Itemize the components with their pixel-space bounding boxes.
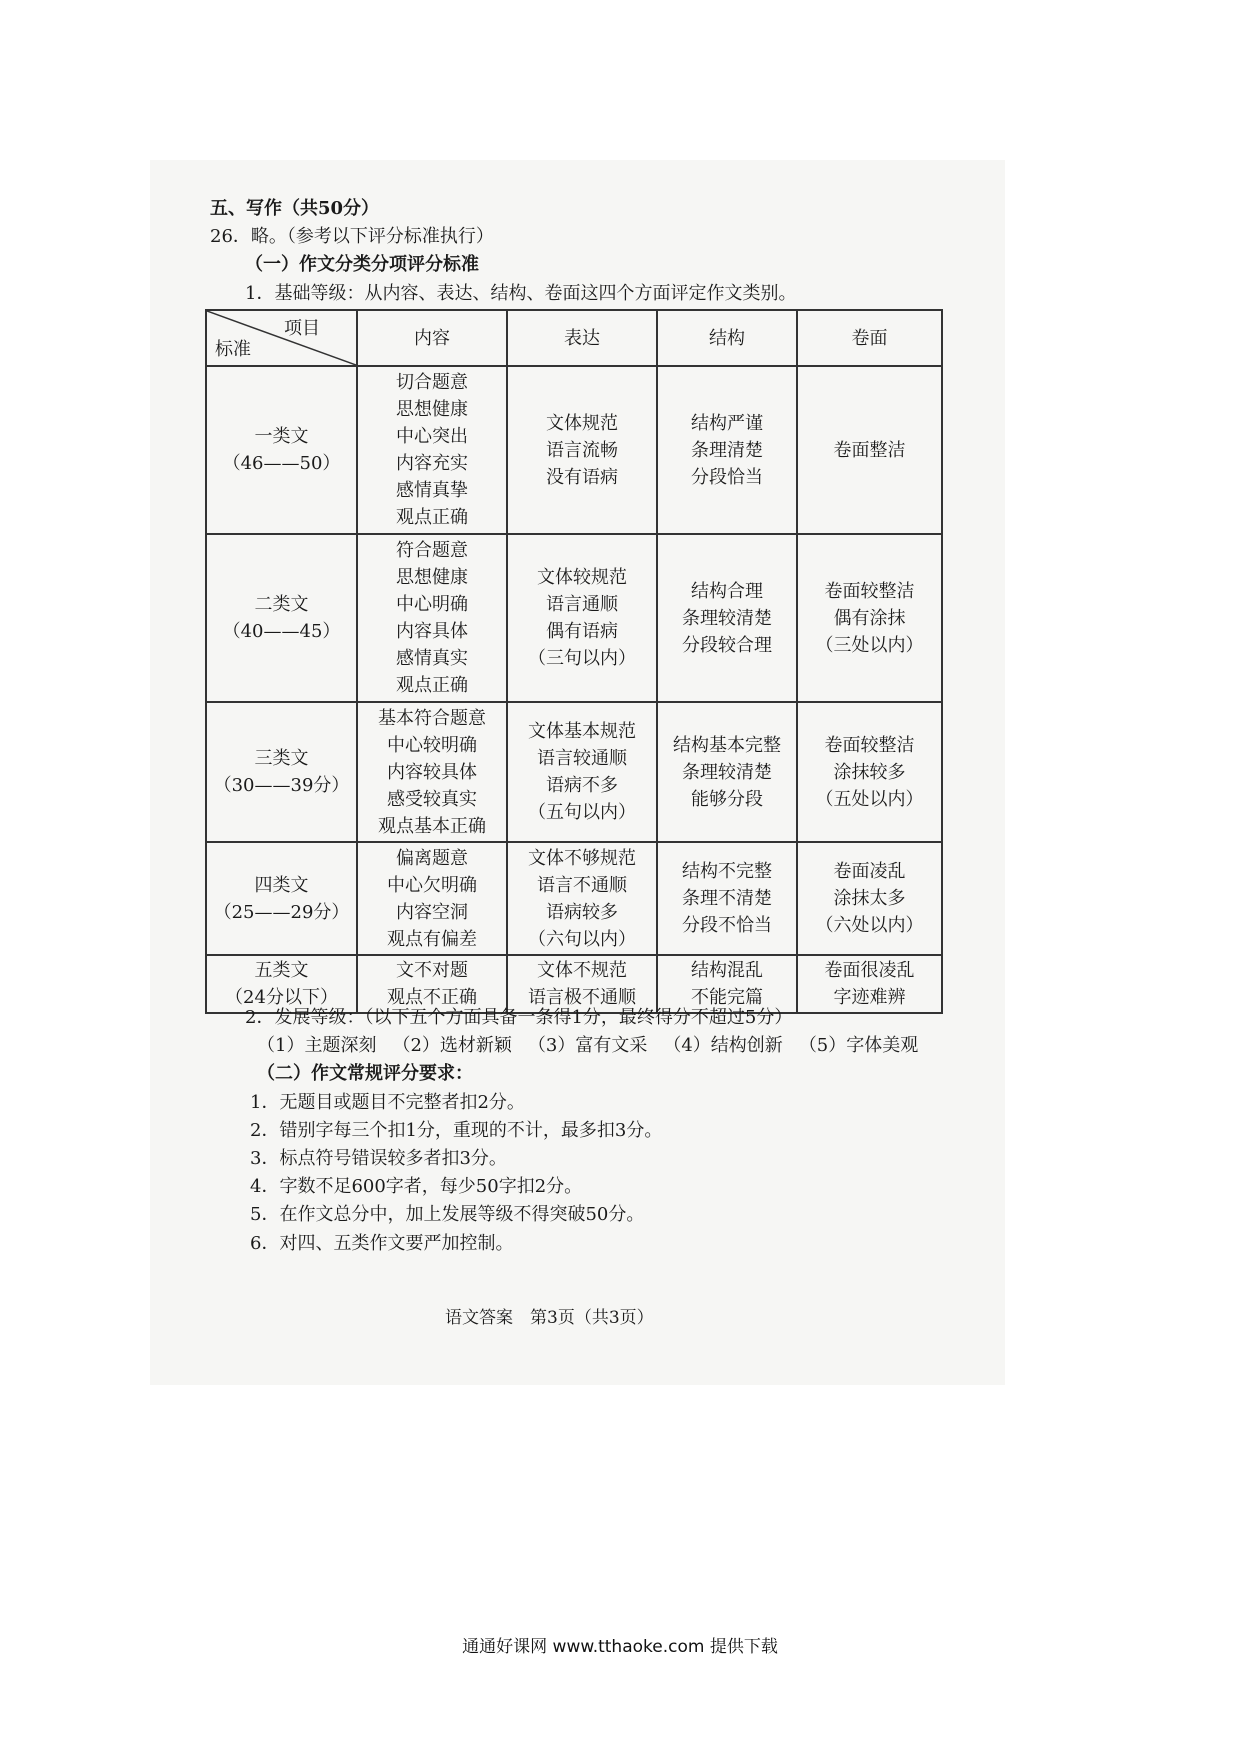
content-line: 内容较具体 — [387, 761, 477, 783]
expression-cell — [507, 366, 657, 534]
category-cell — [206, 842, 357, 955]
content-cell — [357, 702, 507, 842]
header-corner-top: 项目 — [284, 318, 320, 339]
content-line: 偏离题意 — [396, 847, 468, 869]
table-row — [206, 534, 942, 702]
dev-item: （4）结构创新 — [663, 1035, 783, 1056]
basic-grade-intro: 1．基础等级：从内容、表达、结构、卷面这四个方面评定作文类别。 — [245, 283, 797, 304]
table-body — [206, 366, 942, 1013]
download-footer: 通通好课网 www.tthaoke.com 提供下载 — [462, 1637, 778, 1657]
expression-line: 语病较多 — [546, 901, 618, 923]
table-row — [206, 955, 942, 1013]
expression-line: 语言较通顺 — [537, 748, 627, 769]
structure-cell — [657, 702, 797, 842]
structure-line: 结构严谨 — [691, 412, 763, 434]
expression-cell — [507, 702, 657, 842]
content-line: 符合题意 — [396, 540, 468, 561]
appearance-line: （三处以内） — [815, 634, 924, 656]
content-line: 观点有偏差 — [387, 928, 477, 950]
content-line: 切合题意 — [396, 372, 468, 393]
category-cell — [206, 366, 357, 534]
subsection-2-title: （二）作文常规评分要求： — [257, 1063, 473, 1084]
structure-cell — [657, 955, 797, 1013]
appearance-cell — [797, 702, 942, 842]
rule-item: 4．字数不足600字者，每少50字扣2分。 — [250, 1176, 583, 1197]
category-cell — [206, 955, 357, 1013]
content-line: 中心较明确 — [387, 734, 477, 756]
section-title: 五、写作（共50分） — [210, 198, 380, 219]
category-cell — [206, 534, 357, 702]
content-cell — [357, 366, 507, 534]
structure-line: 条理较清楚 — [682, 761, 772, 783]
subsection-1-title: （一）作文分类分项评分标准 — [245, 254, 479, 275]
appearance-cell — [797, 366, 942, 534]
content-line: 感情真挚 — [396, 480, 468, 501]
expression-line: 偶有语病 — [546, 621, 618, 642]
appearance-line: 涂抹太多 — [833, 888, 906, 909]
rule-item: 3．标点符号错误较多者扣3分。 — [250, 1148, 507, 1169]
header-corner-bottom: 标准 — [215, 339, 251, 360]
expression-line: 文体不够规范 — [528, 847, 636, 869]
structure-line: 结构混乱 — [691, 960, 763, 981]
expression-line: （六句以内） — [528, 928, 636, 950]
rule-item: 6．对四、五类作文要严加控制。 — [250, 1233, 514, 1254]
appearance-cell — [797, 955, 942, 1013]
development-grade-intro: 2．发展等级：（以下五个方面具备一条得1分，最终得分不超过5分） — [245, 1007, 793, 1028]
rule-item: 2．错别字每三个扣1分，重现的不计，最多扣3分。 — [250, 1120, 663, 1141]
content-line: 中心突出 — [396, 426, 468, 447]
structure-line: 条理较清楚 — [682, 607, 772, 629]
category-score-range: （24分以下） — [225, 987, 338, 1008]
expression-line: 没有语病 — [546, 466, 618, 488]
category-name: 三类文 — [254, 748, 309, 769]
appearance-line: 卷面很凌乱 — [824, 960, 915, 981]
content-line: 文不对题 — [396, 960, 468, 981]
expression-line: 文体较规范 — [537, 567, 627, 588]
table-row — [206, 842, 942, 955]
content-line: 观点正确 — [396, 675, 468, 696]
appearance-line: 字迹难辨 — [833, 987, 906, 1008]
development-items — [257, 1034, 918, 1058]
appearance-line: 卷面较整洁 — [824, 580, 915, 602]
expression-line: （五句以内） — [528, 802, 636, 823]
structure-cell — [657, 534, 797, 702]
dev-item: （5）字体美观 — [798, 1035, 919, 1056]
structure-line: 条理清楚 — [691, 439, 763, 461]
expression-line: 文体规范 — [546, 412, 618, 434]
expression-line: （三句以内） — [528, 648, 636, 669]
category-name: 二类文 — [254, 594, 309, 615]
dev-item: （1）主题深刻 — [257, 1035, 377, 1056]
expression-cell — [507, 534, 657, 702]
table-header-row — [206, 310, 942, 366]
category-name: 五类文 — [254, 960, 309, 981]
structure-line: 分段较合理 — [682, 634, 772, 656]
dev-item: （3）富有文采 — [527, 1035, 648, 1056]
expression-line: 语病不多 — [546, 775, 618, 796]
expression-line: 文体基本规范 — [528, 721, 636, 742]
rule-item: 5．在作文总分中，加上发展等级不得突破50分。 — [250, 1204, 645, 1225]
expression-line: 语言极不通顺 — [528, 987, 636, 1008]
structure-line: 结构不完整 — [682, 861, 772, 882]
content-cell — [357, 842, 507, 955]
expression-line: 文体不规范 — [537, 960, 627, 981]
question-line: 26．略。（参考以下评分标准执行） — [210, 226, 494, 247]
rule-item: 1．无题目或题目不完整者扣2分。 — [250, 1092, 525, 1113]
appearance-cell — [797, 842, 942, 955]
structure-line: 能够分段 — [691, 788, 763, 810]
expression-line: 语言通顺 — [546, 594, 618, 615]
structure-line: 分段不恰当 — [682, 915, 772, 936]
structure-line: 分段恰当 — [691, 466, 763, 488]
content-line: 思想健康 — [396, 567, 468, 588]
expression-cell — [507, 955, 657, 1013]
structure-cell — [657, 842, 797, 955]
structure-cell — [657, 366, 797, 534]
appearance-line: 卷面凌乱 — [833, 861, 906, 882]
header-corner-cell — [206, 310, 357, 366]
content-line: 思想健康 — [396, 399, 468, 420]
structure-line: 结构合理 — [691, 580, 763, 602]
scoring-table — [205, 309, 943, 1014]
appearance-line: 偶有涂抹 — [833, 607, 906, 629]
appearance-line: （六处以内） — [815, 915, 924, 936]
header-structure: 结构 — [657, 310, 797, 366]
content-line: 内容空洞 — [396, 901, 468, 923]
appearance-line: 卷面整洁 — [833, 439, 906, 461]
header-expression: 表达 — [507, 310, 657, 366]
expression-line: 语言不通顺 — [537, 874, 627, 896]
category-score-range: （30——39分） — [213, 775, 350, 796]
content-cell — [357, 534, 507, 702]
header-appearance: 卷面 — [797, 310, 942, 366]
content-line: 基本符合题意 — [378, 707, 486, 729]
category-score-range: （25——29分） — [213, 901, 350, 923]
content-line: 中心明确 — [396, 594, 468, 615]
expression-cell — [507, 842, 657, 955]
appearance-line: 涂抹较多 — [833, 761, 906, 783]
content-line: 感情真实 — [396, 648, 468, 669]
content-line: 中心欠明确 — [387, 874, 477, 896]
content-line: 观点基本正确 — [378, 815, 486, 837]
table-row — [206, 702, 942, 842]
expression-line: 语言流畅 — [546, 439, 618, 461]
appearance-line: （五处以内） — [815, 788, 924, 810]
content-line: 感受较真实 — [387, 788, 477, 810]
structure-line: 不能完篇 — [691, 987, 763, 1008]
content-line: 观点不正确 — [387, 987, 477, 1008]
header-content: 内容 — [357, 310, 507, 366]
dev-item: （2）选材新颖 — [392, 1035, 512, 1056]
category-cell — [206, 702, 357, 842]
structure-line: 条理不清楚 — [682, 888, 772, 909]
page-label: 语文答案 第3页（共3页） — [445, 1308, 654, 1328]
structure-line: 结构基本完整 — [673, 734, 781, 756]
category-name: 一类文 — [254, 426, 309, 447]
content-cell — [357, 955, 507, 1013]
appearance-cell — [797, 534, 942, 702]
content-line: 观点正确 — [396, 507, 468, 528]
table-row — [206, 366, 942, 534]
category-score-range: （40——45） — [222, 621, 341, 642]
appearance-line: 卷面较整洁 — [824, 734, 915, 756]
category-score-range: （46——50） — [222, 453, 341, 474]
content-line: 内容充实 — [396, 453, 468, 474]
content-line: 内容具体 — [396, 621, 468, 642]
category-name: 四类文 — [254, 874, 309, 896]
